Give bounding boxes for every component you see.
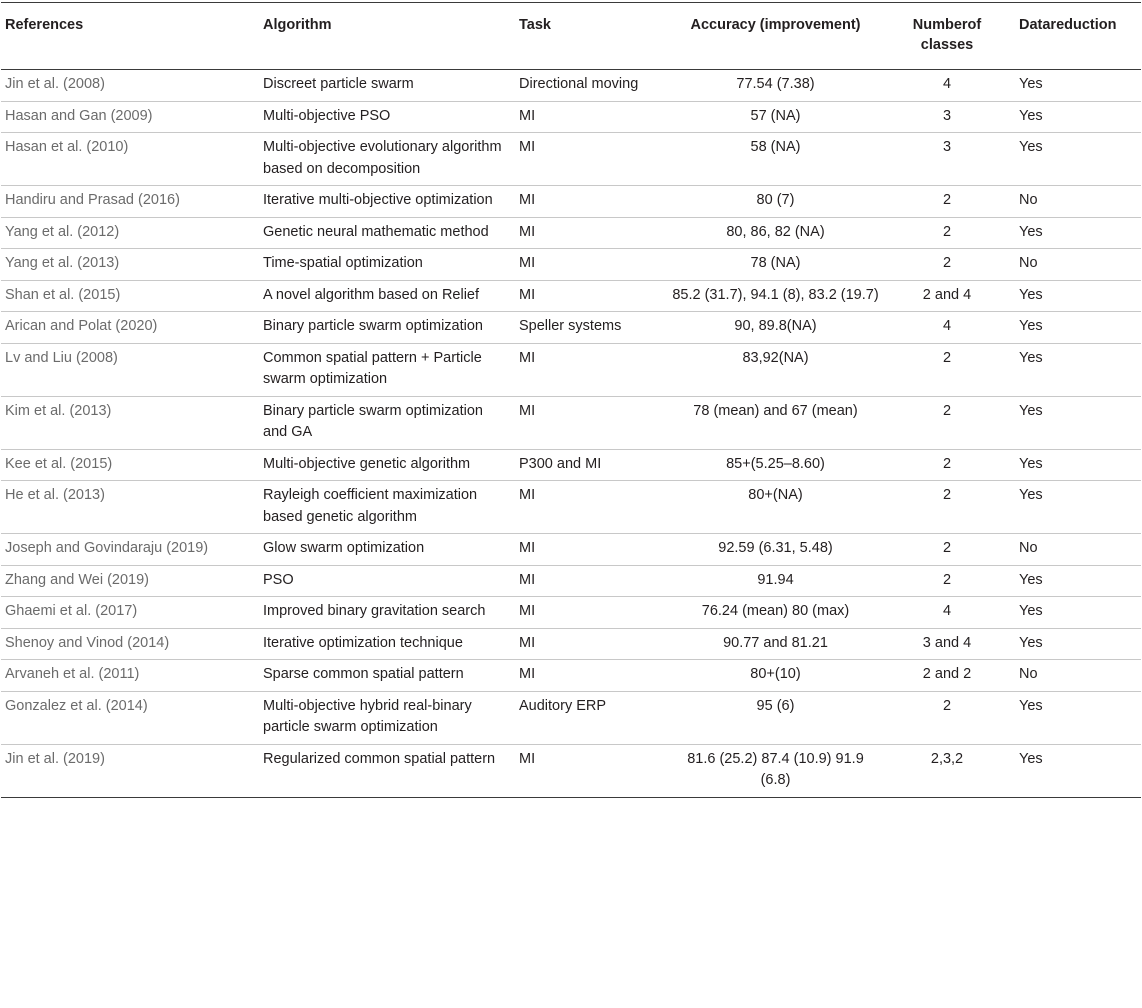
- cell-accuracy: 83,92(NA): [668, 343, 883, 396]
- table-row: [1, 101, 1141, 133]
- cell-data-reduction: Yes: [1011, 744, 1141, 797]
- header-algorithm: Algorithm: [259, 3, 515, 70]
- cell-algorithm: Multi-objective hybrid real-binary particle swarm optimization: [259, 691, 515, 744]
- table-row: [1, 70, 1141, 102]
- cell-accuracy: 81.6 (25.2) 87.4 (10.9) 91.9 (6.8): [668, 744, 883, 797]
- table-row: [1, 396, 1141, 449]
- cell-accuracy: 95 (6): [668, 691, 883, 744]
- cell-reference: Ghaemi et al. (2017): [1, 597, 259, 629]
- cell-accuracy: 85+(5.25–8.60): [668, 449, 883, 481]
- cell-classes: 4: [883, 312, 1011, 344]
- cell-algorithm: Regularized common spatial pattern: [259, 744, 515, 797]
- cell-accuracy: 76.24 (mean) 80 (max): [668, 597, 883, 629]
- cell-classes: 2: [883, 217, 1011, 249]
- cell-classes: 3 and 4: [883, 628, 1011, 660]
- cell-classes: 2: [883, 249, 1011, 281]
- header-accuracy: Accuracy (improvement): [668, 3, 883, 70]
- table-row: [1, 534, 1141, 566]
- cell-algorithm: Multi-objective evolutionary algorithm based on decomposition: [259, 133, 515, 186]
- cell-task: MI: [515, 481, 668, 534]
- cell-algorithm: Multi-objective genetic algorithm: [259, 449, 515, 481]
- cell-task: MI: [515, 249, 668, 281]
- table-row: [1, 628, 1141, 660]
- cell-accuracy: 90, 89.8(NA): [668, 312, 883, 344]
- cell-classes: 2: [883, 534, 1011, 566]
- header-classes: Numberof classes: [883, 3, 1011, 70]
- header-data-reduction: Datareduction: [1011, 3, 1141, 70]
- cell-accuracy: 80, 86, 82 (NA): [668, 217, 883, 249]
- cell-reference: Joseph and Govindaraju (2019): [1, 534, 259, 566]
- cell-reference: Hasan and Gan (2009): [1, 101, 259, 133]
- cell-accuracy: 57 (NA): [668, 101, 883, 133]
- table-row: [1, 312, 1141, 344]
- cell-task: Speller systems: [515, 312, 668, 344]
- cell-task: MI: [515, 133, 668, 186]
- cell-algorithm: Common spatial pattern + Particle swarm optimization: [259, 343, 515, 396]
- cell-task: MI: [515, 396, 668, 449]
- cell-accuracy: 80+(10): [668, 660, 883, 692]
- cell-task: MI: [515, 217, 668, 249]
- table-row: [1, 343, 1141, 396]
- cell-classes: 2: [883, 186, 1011, 218]
- comparison-table: [1, 2, 1141, 798]
- cell-accuracy: 90.77 and 81.21: [668, 628, 883, 660]
- cell-accuracy: 78 (mean) and 67 (mean): [668, 396, 883, 449]
- cell-reference: Hasan et al. (2010): [1, 133, 259, 186]
- cell-classes: 2: [883, 691, 1011, 744]
- cell-reference: Jin et al. (2008): [1, 70, 259, 102]
- cell-accuracy: 91.94: [668, 565, 883, 597]
- cell-task: Auditory ERP: [515, 691, 668, 744]
- cell-task: MI: [515, 343, 668, 396]
- cell-data-reduction: No: [1011, 249, 1141, 281]
- cell-classes: 2,3,2: [883, 744, 1011, 797]
- cell-algorithm: Discreet particle swarm: [259, 70, 515, 102]
- cell-algorithm: Improved binary gravitation search: [259, 597, 515, 629]
- cell-data-reduction: Yes: [1011, 280, 1141, 312]
- cell-data-reduction: Yes: [1011, 312, 1141, 344]
- table-row: [1, 565, 1141, 597]
- cell-data-reduction: Yes: [1011, 133, 1141, 186]
- cell-reference: Kim et al. (2013): [1, 396, 259, 449]
- table-row: [1, 280, 1141, 312]
- cell-accuracy: 77.54 (7.38): [668, 70, 883, 102]
- cell-reference: Zhang and Wei (2019): [1, 565, 259, 597]
- cell-data-reduction: Yes: [1011, 449, 1141, 481]
- cell-algorithm: Sparse common spatial pattern: [259, 660, 515, 692]
- cell-algorithm: Multi-objective PSO: [259, 101, 515, 133]
- cell-accuracy: 78 (NA): [668, 249, 883, 281]
- cell-data-reduction: Yes: [1011, 396, 1141, 449]
- cell-task: MI: [515, 186, 668, 218]
- cell-algorithm: Rayleigh coefficient maximization based genetic algorithm: [259, 481, 515, 534]
- cell-reference: Jin et al. (2019): [1, 744, 259, 797]
- cell-accuracy: 92.59 (6.31, 5.48): [668, 534, 883, 566]
- cell-reference: Arvaneh et al. (2011): [1, 660, 259, 692]
- cell-reference: Handiru and Prasad (2016): [1, 186, 259, 218]
- table-header: [1, 3, 1141, 70]
- cell-data-reduction: Yes: [1011, 101, 1141, 133]
- table-body: [1, 70, 1141, 798]
- cell-task: MI: [515, 534, 668, 566]
- cell-data-reduction: Yes: [1011, 628, 1141, 660]
- cell-accuracy: 58 (NA): [668, 133, 883, 186]
- header-task: Task: [515, 3, 668, 70]
- cell-algorithm: PSO: [259, 565, 515, 597]
- cell-reference: Arican and Polat (2020): [1, 312, 259, 344]
- cell-accuracy: 85.2 (31.7), 94.1 (8), 83.2 (19.7): [668, 280, 883, 312]
- cell-task: Directional moving: [515, 70, 668, 102]
- cell-reference: Kee et al. (2015): [1, 449, 259, 481]
- cell-data-reduction: Yes: [1011, 691, 1141, 744]
- cell-classes: 3: [883, 101, 1011, 133]
- table-row: [1, 744, 1141, 797]
- table-row: [1, 660, 1141, 692]
- cell-algorithm: Iterative optimization technique: [259, 628, 515, 660]
- cell-classes: 2: [883, 396, 1011, 449]
- header-row: [1, 3, 1141, 70]
- cell-task: P300 and MI: [515, 449, 668, 481]
- cell-classes: 2 and 2: [883, 660, 1011, 692]
- cell-task: MI: [515, 660, 668, 692]
- cell-algorithm: Binary particle swarm optimization and GA: [259, 396, 515, 449]
- table-row: [1, 186, 1141, 218]
- cell-classes: 2: [883, 343, 1011, 396]
- cell-data-reduction: No: [1011, 534, 1141, 566]
- cell-data-reduction: No: [1011, 660, 1141, 692]
- cell-task: MI: [515, 101, 668, 133]
- cell-classes: 4: [883, 70, 1011, 102]
- cell-data-reduction: Yes: [1011, 217, 1141, 249]
- cell-accuracy: 80 (7): [668, 186, 883, 218]
- cell-data-reduction: No: [1011, 186, 1141, 218]
- cell-algorithm: Glow swarm optimization: [259, 534, 515, 566]
- cell-reference: Shan et al. (2015): [1, 280, 259, 312]
- cell-algorithm: Genetic neural mathematic method: [259, 217, 515, 249]
- cell-reference: Gonzalez et al. (2014): [1, 691, 259, 744]
- table-row: [1, 691, 1141, 744]
- cell-task: MI: [515, 280, 668, 312]
- cell-data-reduction: Yes: [1011, 597, 1141, 629]
- cell-accuracy: 80+(NA): [668, 481, 883, 534]
- table-row: [1, 481, 1141, 534]
- cell-reference: Yang et al. (2012): [1, 217, 259, 249]
- cell-classes: 2: [883, 449, 1011, 481]
- cell-reference: Shenoy and Vinod (2014): [1, 628, 259, 660]
- cell-task: MI: [515, 597, 668, 629]
- cell-classes: 2: [883, 565, 1011, 597]
- cell-reference: Yang et al. (2013): [1, 249, 259, 281]
- cell-data-reduction: Yes: [1011, 343, 1141, 396]
- cell-task: MI: [515, 565, 668, 597]
- cell-algorithm: A novel algorithm based on Relief: [259, 280, 515, 312]
- cell-algorithm: Binary particle swarm optimization: [259, 312, 515, 344]
- table-row: [1, 249, 1141, 281]
- cell-algorithm: Iterative multi-objective optimization: [259, 186, 515, 218]
- cell-classes: 3: [883, 133, 1011, 186]
- table-row: [1, 597, 1141, 629]
- table-row: [1, 217, 1141, 249]
- cell-reference: Lv and Liu (2008): [1, 343, 259, 396]
- cell-classes: 4: [883, 597, 1011, 629]
- cell-task: MI: [515, 744, 668, 797]
- cell-classes: 2 and 4: [883, 280, 1011, 312]
- cell-data-reduction: Yes: [1011, 565, 1141, 597]
- cell-algorithm: Time-spatial optimization: [259, 249, 515, 281]
- table-row: [1, 449, 1141, 481]
- header-references: References: [1, 3, 259, 70]
- cell-reference: He et al. (2013): [1, 481, 259, 534]
- cell-data-reduction: Yes: [1011, 481, 1141, 534]
- table-row: [1, 133, 1141, 186]
- cell-data-reduction: Yes: [1011, 70, 1141, 102]
- cell-task: MI: [515, 628, 668, 660]
- cell-classes: 2: [883, 481, 1011, 534]
